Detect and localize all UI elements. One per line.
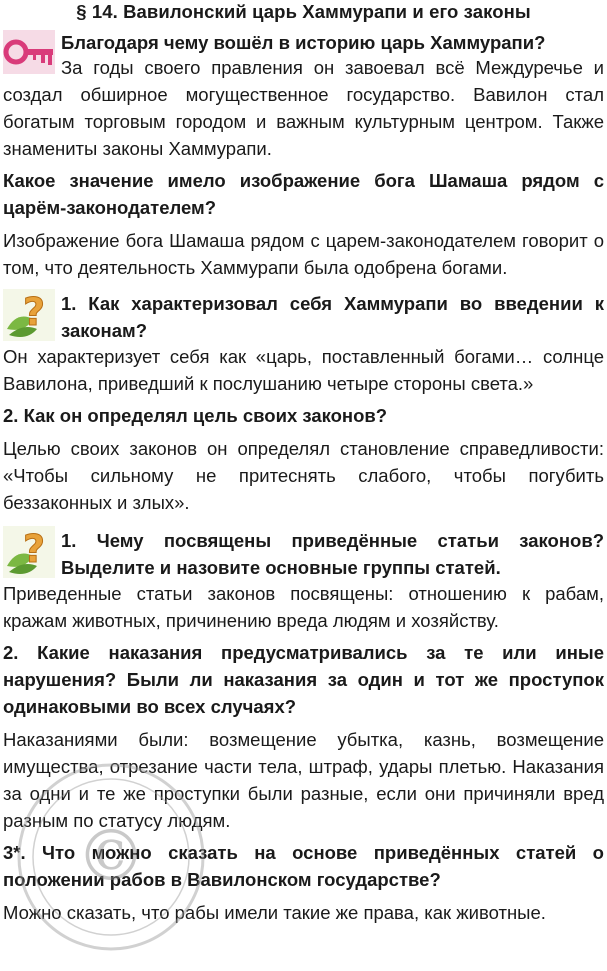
question-mark-icon <box>3 289 55 341</box>
block2-question-1: 1. Чему посвящены приведённые статьи законов? Выделите и назовите основные группы статей. <box>61 530 604 578</box>
question-mark-icon <box>3 526 55 578</box>
page-title: § 14. Вавилонский царь Хаммурапи и его законы <box>76 1 531 22</box>
block2-answer-2: Наказаниями были: возмещение убытка, казнь, возмещение имущества, отрезание части тела, штраф, удары плетью. Наказания за одни и те же проступки были разные, если они причиняли вред разным по статусу людям. <box>3 729 604 831</box>
shamash-question: Какое значение имело изображение бога Шамаша рядом с царём-законодателем? <box>3 170 604 218</box>
intro-answer: За годы своего правления он завоевал всё Междуречье и создал обширное могущественное государство. Вавилон стал богатым торговым городом и важным культурным центром. Также знамениты законы Хаммурапи. <box>3 57 604 159</box>
block1-header <box>3 287 604 344</box>
intro-question: Благодаря чему вошёл в историю царь Хаммурапи? <box>61 32 546 53</box>
block2-header <box>3 524 604 581</box>
svg-text:©: © <box>76 815 146 897</box>
block2-answer-1: Приведенные статьи законов посвящены: отношению к рабам, кражам животных, причинению вреда людям и хозяйству. <box>3 583 604 631</box>
block1-answer-1: Он характеризует себя как «царь, поставленный богами… солнце Вавилона, приведший к послушанию четыре стороны света.» <box>3 346 604 394</box>
block2-question-2: 2. Какие наказания предусматривались за те или иные нарушения? Были ли наказания за один и тот же проступок одинаковыми во всех случаях? <box>3 642 604 717</box>
shamash-answer: Изображение бога Шамаша рядом с царем-законодателем говорит о том, что деятельность Хаммурапи была одобрена богами. <box>3 230 604 278</box>
block1-answer-2: Целью своих законов он определял становление справедливости: «Чтобы сильному не притеснять слабого, чтобы погубить беззаконных и злых». <box>3 438 604 513</box>
block1-question-1: 1. Как характеризовал себя Хаммурапи во введении к законам? <box>61 293 604 341</box>
block1-question-2: 2. Как он определял цель своих законов? <box>3 405 388 426</box>
svg-text:?: ? <box>23 527 46 571</box>
key-icon <box>3 30 55 74</box>
svg-text:?: ? <box>23 290 46 334</box>
block2-question-3: 3*. Что можно сказать на основе приведённых статей о положении рабов в Вавилонском государстве? <box>3 842 604 890</box>
block2-answer-3: Можно сказать, что рабы имели такие же права, как животные. <box>3 902 546 923</box>
